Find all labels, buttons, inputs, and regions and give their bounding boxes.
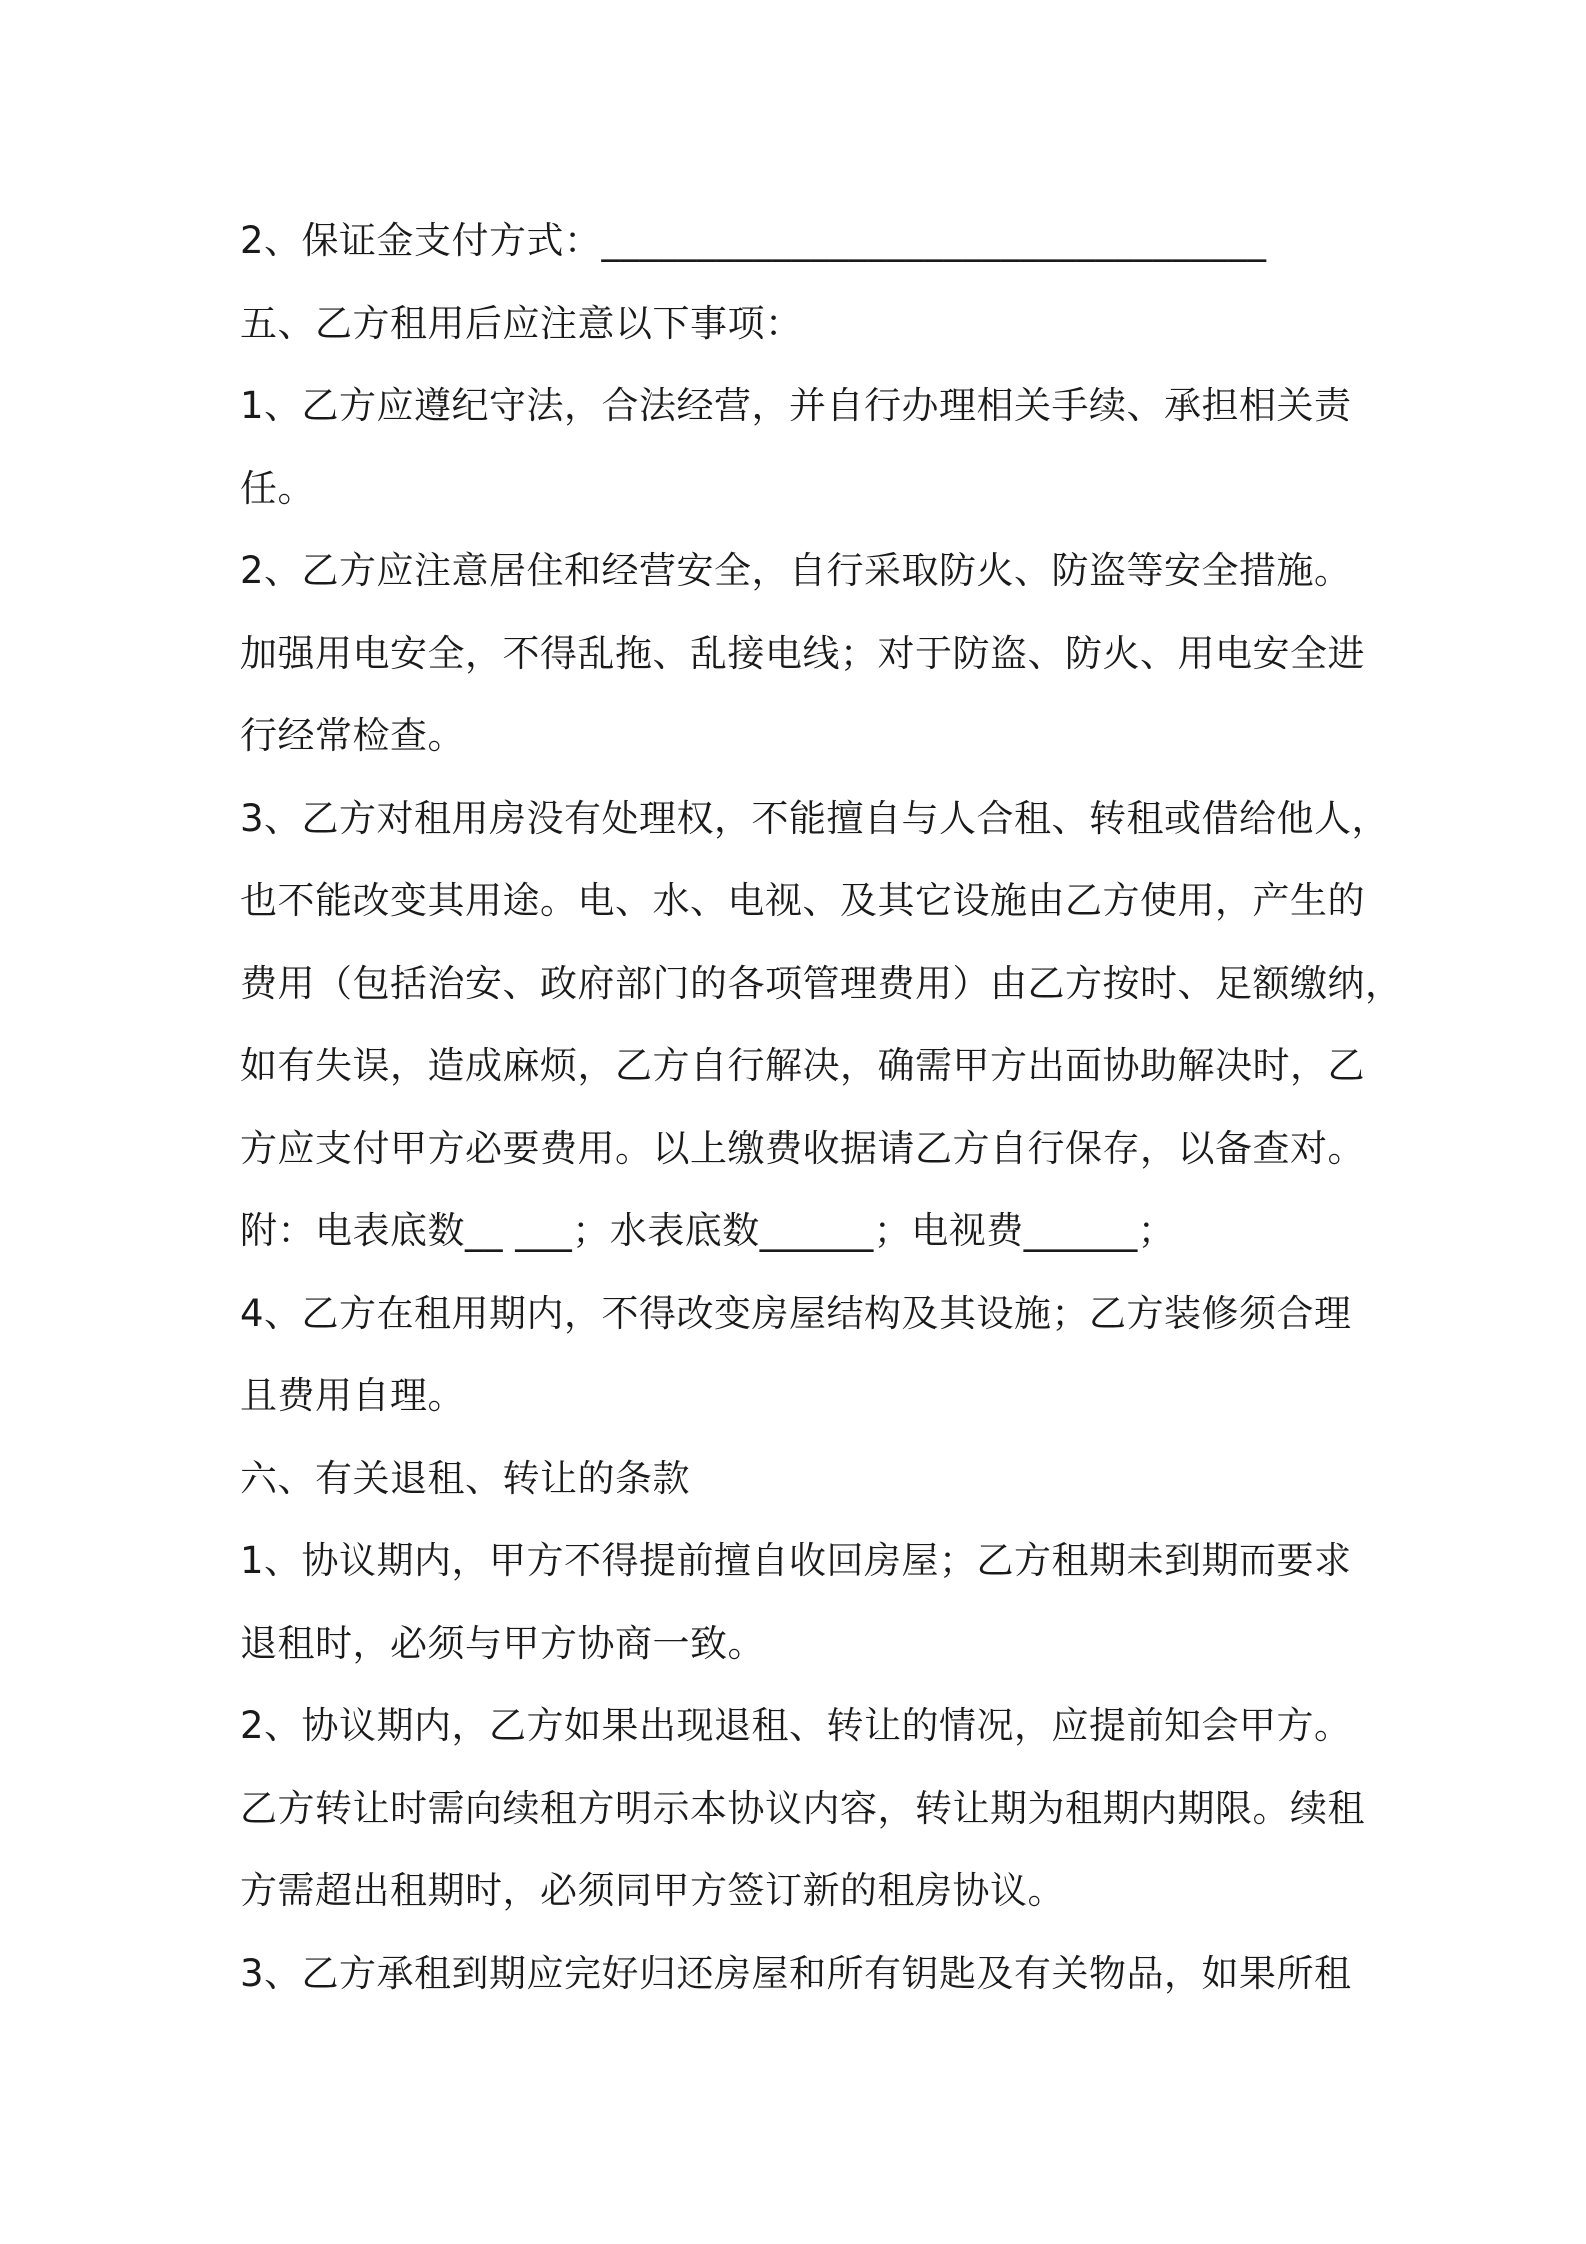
- text-line: 任。: [240, 466, 315, 510]
- text-line: 加强用电安全，不得乱拖、乱接电线；对于防盗、防火、用电安全进: [240, 631, 1365, 675]
- text-line: 2、乙方应注意居住和经营安全，自行采取防火、防盗等安全措施。: [240, 549, 1352, 592]
- text-line: 2、协议期内，乙方如果出现退租、转让的情况，应提前知会甲方。: [240, 1704, 1352, 1747]
- section-heading-5: 五、乙方租用后应注意以下事项：: [240, 301, 803, 345]
- section-heading-6: 六、有关退租、转让的条款: [240, 1456, 690, 1500]
- text-line: 3、乙方承租到期应完好归还房屋和所有钥匙及有关物品，如果所租: [240, 1951, 1352, 1995]
- text-line: 行经常检查。: [240, 714, 465, 757]
- text-line: 1、协议期内，甲方不得提前擅自收回房屋；乙方租期未到期而要求: [240, 1539, 1352, 1582]
- text-line: 退租时，必须与甲方协商一致。: [240, 1621, 765, 1665]
- text-line: 1、乙方应遵纪守法，合法经营，并自行办理相关手续、承担相关责: [240, 384, 1352, 427]
- meter-readings-line: 附：电表底数__ ___；水表底数______；电视费______；: [240, 1209, 1176, 1252]
- text-line: 如有失误，造成麻烦，乙方自行解决，确需甲方出面协助解决时，乙: [240, 1044, 1365, 1087]
- text-line: 方需超出租期时，必须同甲方签订新的租房协议。: [240, 1869, 1065, 1912]
- text-line: 3、乙方对租用房没有处理权，不能擅自与人合租、转租或借给他人，: [240, 796, 1390, 840]
- text-line: 也不能改变其用途。电、水、电视、及其它设施由乙方使用，产生的: [240, 879, 1365, 922]
- text-line: 乙方转让时需向续租方明示本协议内容，转让期为租期内期限。续租: [240, 1786, 1365, 1830]
- text-line: 费用（包括治安、政府部门的各项管理费用）由乙方按时、足额缴纳，: [240, 961, 1403, 1005]
- text-line: 方应支付甲方必要费用。以上缴费收据请乙方自行保存，以备查对。: [240, 1126, 1365, 1170]
- text-line: 4、乙方在租用期内，不得改变房屋结构及其设施；乙方装修须合理: [240, 1291, 1352, 1335]
- text-line: 且费用自理。: [240, 1374, 465, 1417]
- document-body: [240, 200, 1403, 2015]
- clause-deposit-payment: 2、保证金支付方式：___________________________________: [240, 219, 1267, 262]
